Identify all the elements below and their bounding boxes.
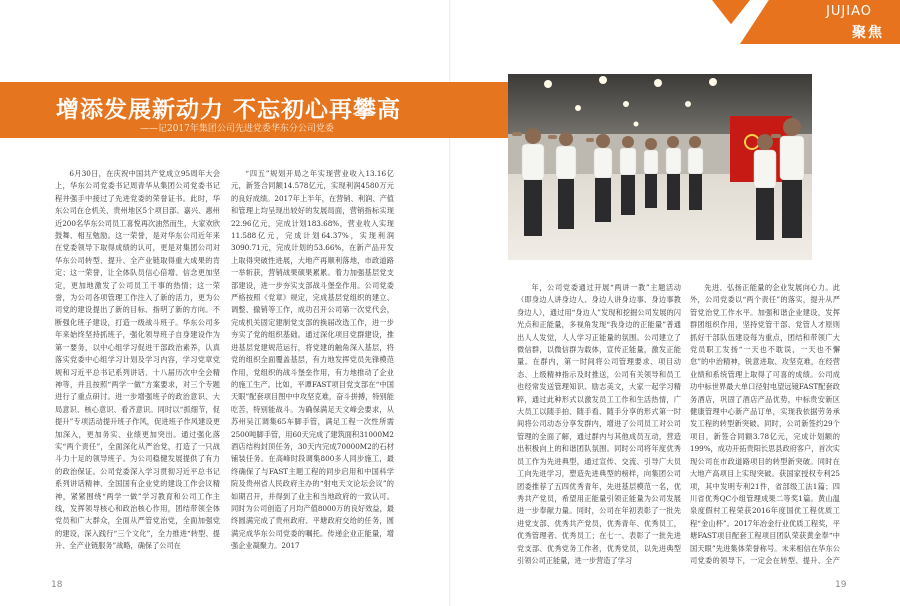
- section-badge: [690, 0, 900, 44]
- paragraph: “四五”规划开局之年实现营业收入13.16亿元，新签合同额14.578亿元，实现利润4580万元的良好成绩。2017年上半年，在营销、利润、产值和管理上均呈现出较好的发展局面，营销指标实现22.96亿元，完成计划183.68%，营业收入实现11.588亿元，完成计划64.37%，实现利润3090.71元，完成计划的53.66%，在新产品开发上取得突破性进展，大地产再顺利落地，市政道路一举斩获，营销战果硕果累累。着力加强基层党支部建设，进一步夯实支部战斗堡垒作用。公司党委严格按照《党章》规定，完成基层党组织的建立、调整、撤销等工作，成功召开公司第一次党代会，完成机关固定建制党支部的换届改选工作，进一步夯实了党的组织基础。通过深化项目党群建设，推进基层党建规范运行，将党建的触角深入基层，将党的组织全面覆盖基层，有力地发挥党员先锋模范作用，党组织的战斗堡垒作用，有力地推动了企业的施工生产。比如，平谭FAST项目党支部在“中国天眼”配套项目图中中攻坚克难，奋斗拼搏，特别能吃苦，特别能战斗。为确保满足天文峰会要求，从苏州吴江调集65车脚手管，满足工程一次性所需2500吨脚手管，用60天完成了建筑面积31000M2酒店结构封顶任务，30天内完成70000M2的石材铺装任务。在高峰时段调集800多人同步施工，最终确保了与FAST主题工程的同步启用和中国科学院及贵州省人民政府主办的“射电天文论坛会议”的如期召开，并得到了业主和当地政府的一致认可。同时为公司创造了月均产值8000万的良好效益，最终圆满完成了贵州政府、平塘政府交给的任务，圆满完成华东公司党委的嘱托。传递企业正能量，增强企业凝聚力。2017: [231, 169, 394, 551]
- article-title: 增添发展新动力 不忘初心再攀高: [56, 96, 402, 123]
- article-column-3: [517, 282, 681, 567]
- badge-pin: [712, 0, 750, 44]
- article-column-1: [55, 168, 220, 563]
- paragraph: 年，公司党委通过开展“两讲一教”主题活动（即身边人讲身边人、身边人讲身边事、身边事教身边人），通过用“身边人”发现和挖掘公司发展的闪光点和正能量，多视角发现“我身边的正能量”普通出人人发觉，人人学习正能量的氛围。公司建立了微信群，以微信群为载体，宣传正能量，激发正能量。在群内，第一时间将公司管理要求、项目动态、上级精神指示及时推送，公司有关领导和员工也经常发送管理知识、励志美文，大家一起学习精粹，通过此种形式以激发员工工作和生活热情，广大员工以随手拍、随手看、随手分享的形式第一时间将公司动态分享发群内，增进了公司员工对公司管理的全面了解，通过群内与其他成员互动，营造出积极向上的和谐团队氛围。同时公司将年度优秀员工作为先进典型，通过宣传、交流、引导广大员工向先进学习，塑造先进典型的榜样，向集团公司团委推荐了五四优秀青年，先进基层模范一名，优秀共产党员，希望用正能量引领正能量为公司发展进一步奉献力量。同时，公司在年初表彰了一批先进党支部、优秀共产党员，优秀青年、优秀员工，优秀管理者、优秀员工；在七一、表彰了一批先进党支部、优秀党务工作者，优秀党员，以先进典型引领公司正能量，进一步营造了学习: [517, 283, 681, 565]
- article-column-4: [690, 282, 840, 567]
- paragraph: 先进、弘扬正能量的企业发展向心力。此外，公司党委以“两个责任”的落实，提升从严管党治党工作水平。加强和谐企业建设，发挥群团组织作用，坚持党管干部、党管人才原则抓好干部队伍建设每为重点，团结和带领广大党员职工发扬“一天也不耽误，一天也不懈怠”的中治精神，锐意进取、攻坚克难，在经营业绩和系统管理上取得了可喜的成绩。公司成功中标世界最大单口径射电望远镜FAST配套政务酒店，巩固了酒店产品优势，中标贵安新区健康管理中心新产品订单，实现我依据劳务承发工程的转型新突破。同时，公司新签约29个项目，新签合同额3.78亿元，完成计划额的199%，成功开拓贵阳长思县政府客户，首次实现公司在市政道路项目的转型新突破。同时在大地产高项目上实现突破。获国家授权专利25项，其中发明专利21件，省部级工法1篇；四川省优秀QC小组管理成果二等奖1篇。黄山温泉度假村工程荣获2016年度国优工程优质工程“金山杯”。2017年冶金行业优质工程奖，平塘FAST项目配套工程项目团队荣获黄金奉“中国天眼”先进集体荣誉称号。未来相信在华东公司党委的领导下，一定会在转型、提升、全产: [690, 283, 840, 565]
- photo-illustration: [508, 74, 812, 260]
- section-label-cn: 聚焦: [852, 25, 884, 41]
- article-photo: [508, 74, 812, 260]
- article-subtitle: ——记2017年集团公司先进党委华东分公司党委: [140, 124, 334, 134]
- section-label-en: JUJIAO: [826, 4, 872, 19]
- article-column-2: [231, 168, 394, 560]
- paragraph: 6月30日，在庆祝中国共产党成立95周年大会上，华东公司党委书记周青华从集团公司党委书记程井强手中接过了先进党委的荣誉证书。此时，华东公司在仓机关、贵州地区5个项目部、嘉兴、惠州近200名华东公司员工喜悦再次油然而生，大家欢欣鼓舞、相互勉励。这一荣誉，是对华东公司近年来在党委领导下取得成绩的认可，更是对集团公司对华东公司转型、提升、全产业链取得重大成果的肯定；这一荣誉，让全体队员信心倍增、信念更加坚定，更加地激发了公司员工干事的热情；这一荣誉，为公司各项管理工作注入了新的活力，更为公司党的建设提出了新的目标、指明了新的方向。不断强化班子建设，打造一级战斗班子。华东公司多年来始终坚持抓班子，强化领导班子自身建设作为第一要务，以中心组学习促进干部政治素养，认真落实党委中心组学习计划及学习内容，学习党章党规和习近平总书记系列讲话、十八届历次中全会精神等，并且按照“两学一做”方案要求，对三个专题进行了重点研讨。进一步增强班子的政治意识、大局意识、核心意识、看齐意识。同时以“抓细节，促提升”专项活动提升班子作风，促进班子作风建设更加深入，更加务实、业绩更加突出。通过强化落实“两个责任”，全面深化从严治党，打造了一只战斗力十足的领导班子。为公司稳健发展提供了有力的政治保证。公司党委深入学习贯彻习近平总书记系列讲话精神、全国国有企业党的建设工作会议精神，紧紧围绕“两学一做”学习教育和公司工作主线，发挥领导核心和政治核心作用，团结带领全体党员和广大群众，全面从严管党治党，全面加强党的建设，深入践行“三个文化”，全力推进“转型、提升、全产业链服务”战略，确保了公司在: [55, 169, 220, 551]
- page-number-left: 18: [51, 580, 63, 590]
- page-number-right: 19: [835, 580, 847, 590]
